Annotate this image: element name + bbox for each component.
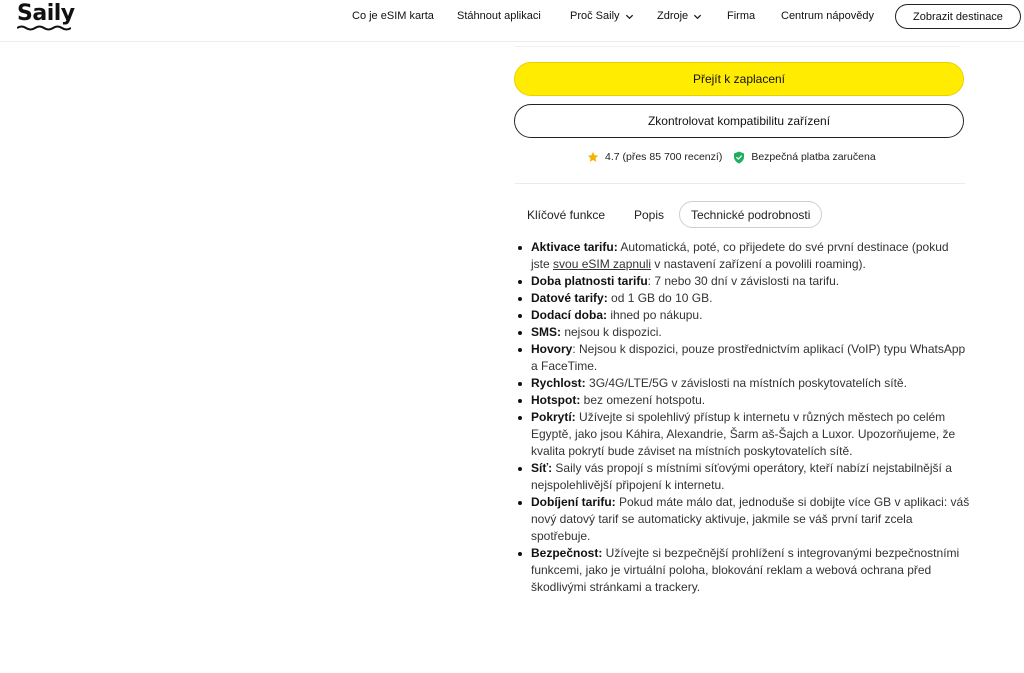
rating-badge [587,151,722,163]
list-item [515,341,970,375]
detail-text: Užívejte si spolehlivý přístup k internetu v různých městech po celém Egyptě, jako jsou Káhira, Alexandrie, Šarm aš-Šajch a Luxor. Upozorňujeme, že kvalita pokrytí bude záviset na místních poskytovatelích sítě. [531,410,956,458]
list-item [515,324,970,341]
detail-text: Automatická, poté, co přijedete do své první destinace (pokud jste [531,240,949,271]
tab-technical-details[interactable]: Technické podrobnosti [679,201,822,228]
chevron-down-icon [693,12,702,21]
nav-download-app[interactable] [457,10,541,22]
show-destinations-button[interactable]: Zobrazit destinace [895,4,1021,29]
saily-logo[interactable]: Saily [17,1,75,26]
nav-label: Co je eSIM karta [352,10,434,22]
secure-payment-badge [733,151,875,164]
list-item [515,307,970,324]
tab-description[interactable]: Popis [634,207,665,222]
list-item [515,392,970,409]
secure-payment-text: Bezpečná platba zaručena [751,151,876,163]
detail-text: : Nejsou k dispozici, pouze prostřednictvím aplikací (VoIP) typu WhatsApp a FaceTime. [531,342,966,373]
detail-term: Bezpečnost: [531,546,603,560]
site-header [0,0,1024,42]
rating-text: 4.7 (přes 85 700 recenzí) [605,151,723,163]
detail-term: Aktivace tarifu: [531,240,618,254]
detail-text: 3G/4G/LTE/5G v závislosti na místních poskytovatelích sítě. [585,376,907,390]
detail-term: Doba platnosti tarifu [531,274,648,288]
nav-help-center[interactable] [781,10,874,22]
detail-term: Hotspot: [531,393,581,407]
nav-why-saily[interactable] [570,10,634,22]
list-item [515,460,970,494]
nav-resources[interactable] [657,10,702,22]
check-compatibility-button[interactable]: Zkontrolovat kompatibilitu zařízení [514,104,964,138]
detail-term: Hovory [531,342,573,356]
nav-what-is-esim[interactable] [352,10,434,22]
detail-term: Rychlost: [531,376,586,390]
list-item [515,375,970,392]
detail-text: : 7 nebo 30 dní v závislosti na tarifu. [647,274,840,288]
list-item [515,409,970,460]
enable-esim-link[interactable]: svou eSIM zapnuli [553,257,652,271]
detail-text: od 1 GB do 10 GB. [607,291,713,305]
shield-check-icon [733,151,745,164]
card-edge [515,43,960,47]
technical-details-list [515,239,970,596]
trust-badges [587,149,876,165]
tab-key-features[interactable]: Klíčové funkce [527,207,606,222]
detail-text: nejsou k dispozici. [561,325,662,339]
nav-label: Centrum nápovědy [781,10,874,22]
detail-term: Pokrytí: [531,410,576,424]
nav-label: Firma [727,10,756,22]
detail-text: v nastavení zařízení a povolili roaming). [651,257,866,271]
nav-business[interactable] [727,10,755,22]
chevron-down-icon [625,12,634,21]
detail-term: Datové tarify: [531,291,608,305]
nav-label: Stáhnout aplikaci [457,10,541,22]
detail-text: ihned po nákupu. [607,308,703,322]
star-icon [587,151,599,163]
nav-label: Proč Saily [570,10,620,22]
list-item [515,290,970,307]
detail-term: Dobíjení tarifu: [531,495,616,509]
detail-term: SMS: [531,325,561,339]
list-item [515,239,970,273]
list-item [515,494,970,545]
detail-text: Pokud máte málo dat, jednoduše si dobijte více GB v aplikaci: váš nový datový tarif se automaticky aktivuje, jakmile se váš první tarif zcela spotřebuje. [531,495,970,543]
logo-wave-icon [17,25,71,31]
detail-term: Síť: [531,461,553,475]
detail-text: Saily vás propojí s místními síťovými operátory, kteří nabízí nejstabilnější a nejspolehlivější připojení k internetu. [531,461,952,492]
detail-term: Dodací doba: [531,308,608,322]
detail-text: Užívejte si bezpečnější prohlížení s integrovanými bezpečnostními funkcemi, jako je virtuální poloha, blokování reklam a webová ochrana před škodlivými stránkami a trackery. [531,546,960,594]
section-divider [515,183,965,184]
list-item [515,545,970,596]
list-item [515,273,970,290]
checkout-button[interactable]: Přejít k zaplacení [514,62,964,96]
nav-label: Zdroje [657,10,689,22]
detail-text: bez omezení hotspotu. [580,393,706,407]
